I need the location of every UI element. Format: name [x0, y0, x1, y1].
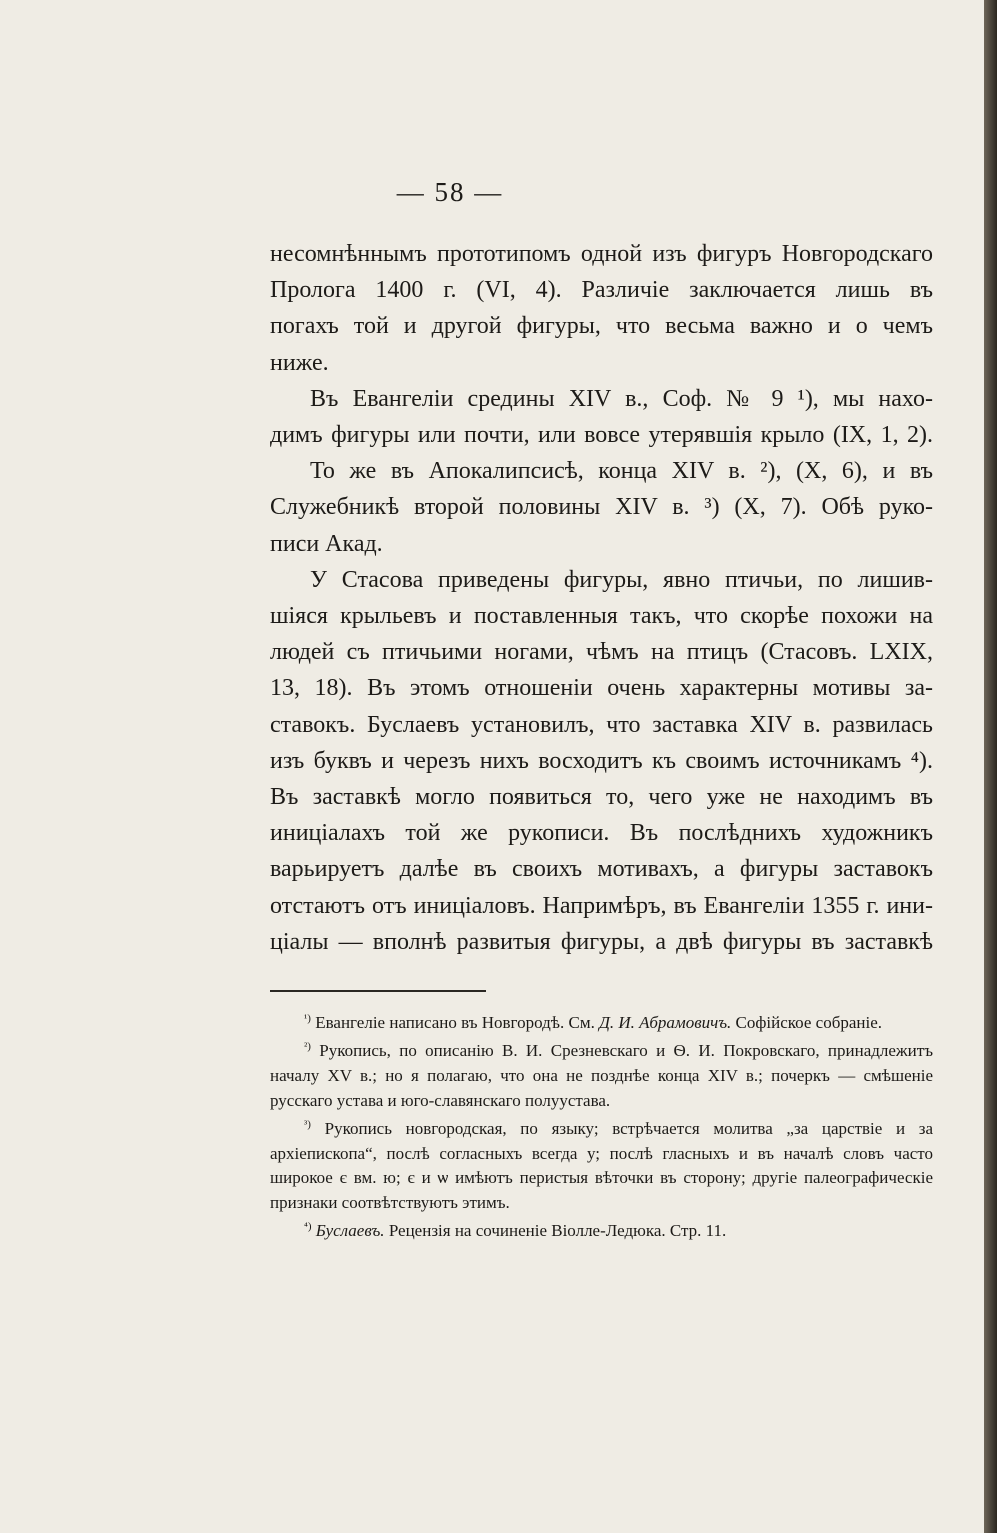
text-line: Пролога 1400 г. (VI, 4). Различіе заключается лишь въ [270, 277, 933, 304]
paragraph-1-end [270, 345, 933, 381]
paragraph-4 [270, 562, 933, 960]
footnote-text: Рукопись новгородская, по языку; встрѣчается молитва „за царствіе и за архіепископа“, послѣ согласныхъ всегда у; послѣ гласныхъ и въ началѣ словъ часто широкое є вм. ю; є и ѡ имѣютъ перистыя вѣточки въ сторону; другіе палеографическіе признаки соотвѣтствуютъ этимъ. [270, 1118, 933, 1213]
footnote-marker: ²) [304, 1040, 311, 1053]
text-line: Служебникѣ второй половины XIV в. ³) (X, 7). Обѣ руко- [270, 494, 933, 521]
text-line: ниже. [270, 349, 329, 376]
paragraph-3 [270, 453, 933, 525]
paragraph-3-end [270, 526, 933, 562]
page-edge-shadow [984, 0, 997, 1533]
paragraph-1 [270, 236, 933, 345]
text-line: У Стасова приведены фигуры, явно птичьи, по лишив- [310, 566, 933, 593]
main-text [270, 236, 933, 960]
text-line: ціалы — вполнѣ развитыя фигуры, а двѣ фигуры въ заставкѣ [270, 928, 933, 955]
paragraph-2 [270, 381, 933, 453]
footnotes [270, 1011, 933, 1247]
text-line: иниціалахъ той же рукописи. Въ послѣднихъ художникъ [270, 820, 933, 847]
footnote-text: Евангеліе написано въ Новгородѣ. См. [315, 1013, 600, 1032]
text-line: ставокъ. Буслаевъ установилъ, что заставка XIV в. развилась [270, 711, 933, 738]
footnote-1 [270, 1011, 933, 1036]
text-line: отстаютъ отъ иниціаловъ. Напримѣръ, въ Евангеліи 1355 г. ини- [270, 892, 933, 919]
text-line: людей съ птичьими ногами, чѣмъ на птицъ (Стасовъ. LXIX, [270, 639, 933, 666]
text-line: несомнѣннымъ прототипомъ одной изъ фигуръ Новгородскаго [270, 241, 933, 267]
footnote-text: Рукопись, по описанію В. И. Срезневскаго и Ѳ. И. Покровскаго, принадлежитъ началу XV в.; но я полагаю, что она не позднѣе конца XIV в.; почеркъ — смѣшеніе русскаго устава и юго-славянскаго полуустава. [270, 1040, 933, 1110]
footnote-4 [270, 1219, 933, 1244]
footnote-2 [270, 1039, 933, 1114]
text-line: писи Акад. [270, 530, 383, 557]
footnote-author: Д. И. Абрамовичъ. [599, 1013, 732, 1032]
footnote-marker: ¹) [304, 1012, 311, 1025]
footnote-3 [270, 1117, 933, 1217]
text-line: То же въ Апокалипсисѣ, конца XIV в. ²), (X, 6), и въ [310, 458, 933, 485]
text-line: 13, 18). Въ этомъ отношеніи очень характерны мотивы за- [270, 675, 933, 702]
text-line: изъ буквъ и черезъ нихъ восходитъ къ своимъ источникамъ ⁴). [270, 747, 933, 774]
footnote-divider [270, 990, 486, 992]
footnote-text-end: Софійское собраніе. [731, 1013, 883, 1032]
text-line: погахъ той и другой фигуры, что весьма важно и о чемъ [270, 313, 933, 340]
footnote-author: Буслаевъ. [315, 1221, 385, 1241]
text-line: Въ заставкѣ могло появиться то, чего уже не находимъ въ [270, 784, 933, 811]
footnote-marker: ⁴) [304, 1220, 312, 1233]
text-line: Въ Евангеліи средины XIV в., Соф. № 9 ¹), мы нахо- [310, 385, 933, 412]
page-number: — 58 — [396, 177, 504, 207]
text-line: варьируетъ далѣе въ своихъ мотивахъ, а фигуры заставокъ [270, 856, 933, 883]
text-line: димъ фигуры или почти, или вовсе утерявшія крыло (IX, 1, 2). [270, 422, 933, 449]
footnote-marker: ³) [304, 1117, 311, 1130]
footnote-text-end: Рецензія на сочиненіе Віолле-Ледюка. Стр. 11. [384, 1221, 727, 1241]
text-line: шіяся крыльевъ и поставленныя такъ, что скорѣе похожи на [270, 603, 933, 630]
